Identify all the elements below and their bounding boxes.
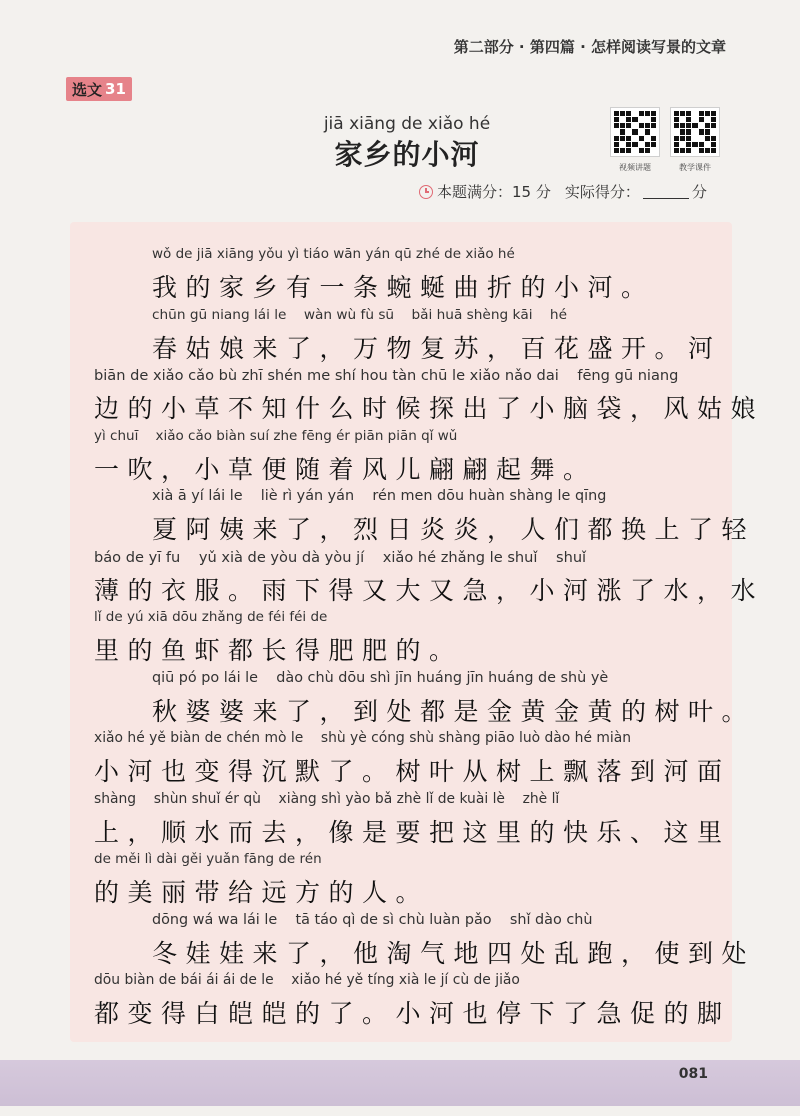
pinyin-line: lǐ de yú xiā dōu zhǎng de féi féi de <box>94 609 328 625</box>
chinese-line: 小河也变得沉默了。树叶从树上飘落到河面 <box>94 757 731 786</box>
page-title: 家乡的小河 <box>334 138 480 171</box>
badge-label: 选文 <box>72 80 103 99</box>
clock-icon <box>419 185 433 199</box>
chinese-line: 春姑娘来了，万物复苏，百花盛开。河 <box>152 333 722 363</box>
chinese-line: 的美丽带给远方的人。 <box>94 878 430 907</box>
page-number: 081 <box>678 1066 708 1082</box>
score-line <box>419 181 707 202</box>
pinyin-line: dōng wá wa lái le tā táo qì de sì chù luàn pǎo shǐ dào chù <box>152 911 593 928</box>
chinese-line: 夏阿姨来了，烈日炎炎，人们都换上了轻 <box>152 515 756 544</box>
passage <box>94 246 765 1033</box>
chinese-line: 都变得白皑皑的了。小河也停下了急促的脚 <box>94 999 731 1028</box>
pinyin-line: chūn gū niang lái le wàn wù fù sū bǎi huā shèng kāi hé <box>152 306 567 323</box>
passage-line <box>94 246 714 307</box>
section-header: 第二部分 · 第四篇 · 怎样阅读写景的文章 <box>453 38 726 56</box>
passage-line <box>94 609 714 670</box>
chinese-line: 里的鱼虾都长得肥肥的。 <box>94 636 463 665</box>
qr-label-video: 视频讲题 <box>619 163 651 172</box>
chinese-line: 一吹，小草便随着风儿翩翩起舞。 <box>94 454 597 484</box>
qr-code-video[interactable] <box>610 107 660 157</box>
pinyin-line: yì chuī xiǎo cǎo biàn suí zhe fēng ér piān piān qǐ wǔ <box>94 427 458 444</box>
qr-code-courseware[interactable] <box>670 107 720 157</box>
passage-line <box>94 730 731 791</box>
passage-line <box>94 790 731 852</box>
passage-line <box>94 669 756 731</box>
chinese-line: 秋婆婆来了，到处都是金黄金黄的树叶。 <box>152 696 756 726</box>
pinyin-line: xià ā yí lái le liè rì yán yán rén men dōu huàn shàng le qīng <box>152 488 607 504</box>
qr-label-courseware: 教学课件 <box>679 163 711 172</box>
passage-line <box>94 428 714 489</box>
chinese-line: 上，顺水而去，像是要把这里的快乐、这里 <box>94 817 731 847</box>
pinyin-line: dōu biàn de bái ái ái de le xiǎo hé yě tíng xià le jí cù de jiǎo <box>94 972 520 988</box>
full-score-label: 本题满分：15 分 <box>437 183 551 201</box>
passage-line <box>94 851 714 912</box>
chinese-line: 冬娃娃来了，他淘气地四处乱跑，使到处 <box>152 938 756 968</box>
passage-line <box>94 972 731 1033</box>
badge-number: 31 <box>105 80 126 98</box>
pinyin-line: de měi lì dài gěi yuǎn fāng de rén <box>94 851 322 867</box>
passage-line <box>94 367 765 428</box>
passage-line <box>94 488 756 549</box>
selection-badge <box>66 77 132 101</box>
pinyin-line: biān de xiǎo cǎo bù zhī shén me shí hou tàn chū le xiǎo nǎo dai fēng gū niang <box>94 367 679 384</box>
chinese-line: 我的家乡有一条蜿蜒曲折的小河。 <box>152 273 655 302</box>
pinyin-line: báo de yī fu yǔ xià de yòu dà yòu jí xiǎo hé zhǎng le shuǐ shuǐ <box>94 548 587 566</box>
actual-score-label: 实际得分： <box>564 183 640 201</box>
passage-line <box>94 911 756 973</box>
title-pinyin: jiā xiāng de xiǎo hé <box>323 114 491 134</box>
pinyin-line: shàng shùn shuǐ ér qù xiàng shì yào bǎ zhè lǐ de kuài lè zhè lǐ <box>94 790 560 807</box>
score-unit: 分 <box>691 183 707 201</box>
chinese-line: 边的小草不知什么时候探出了小脑袋，风姑娘 <box>94 394 765 423</box>
pinyin-line: wǒ de jiā xiāng yǒu yì tiáo wān yán qū zhé de xiǎo hé <box>152 246 515 262</box>
actual-score-blank[interactable] <box>643 184 689 199</box>
pinyin-line: xiǎo hé yě biàn de chén mò le shù yè cóng shù shàng piāo luò dào hé miàn <box>94 730 632 746</box>
passage-line <box>94 306 722 368</box>
pinyin-line: qiū pó po lái le dào chù dōu shì jīn huáng jīn huáng de shù yè <box>152 669 609 686</box>
chinese-line: 薄的衣服。雨下得又大又急，小河涨了水，水 <box>94 575 765 605</box>
passage-line <box>94 548 765 610</box>
